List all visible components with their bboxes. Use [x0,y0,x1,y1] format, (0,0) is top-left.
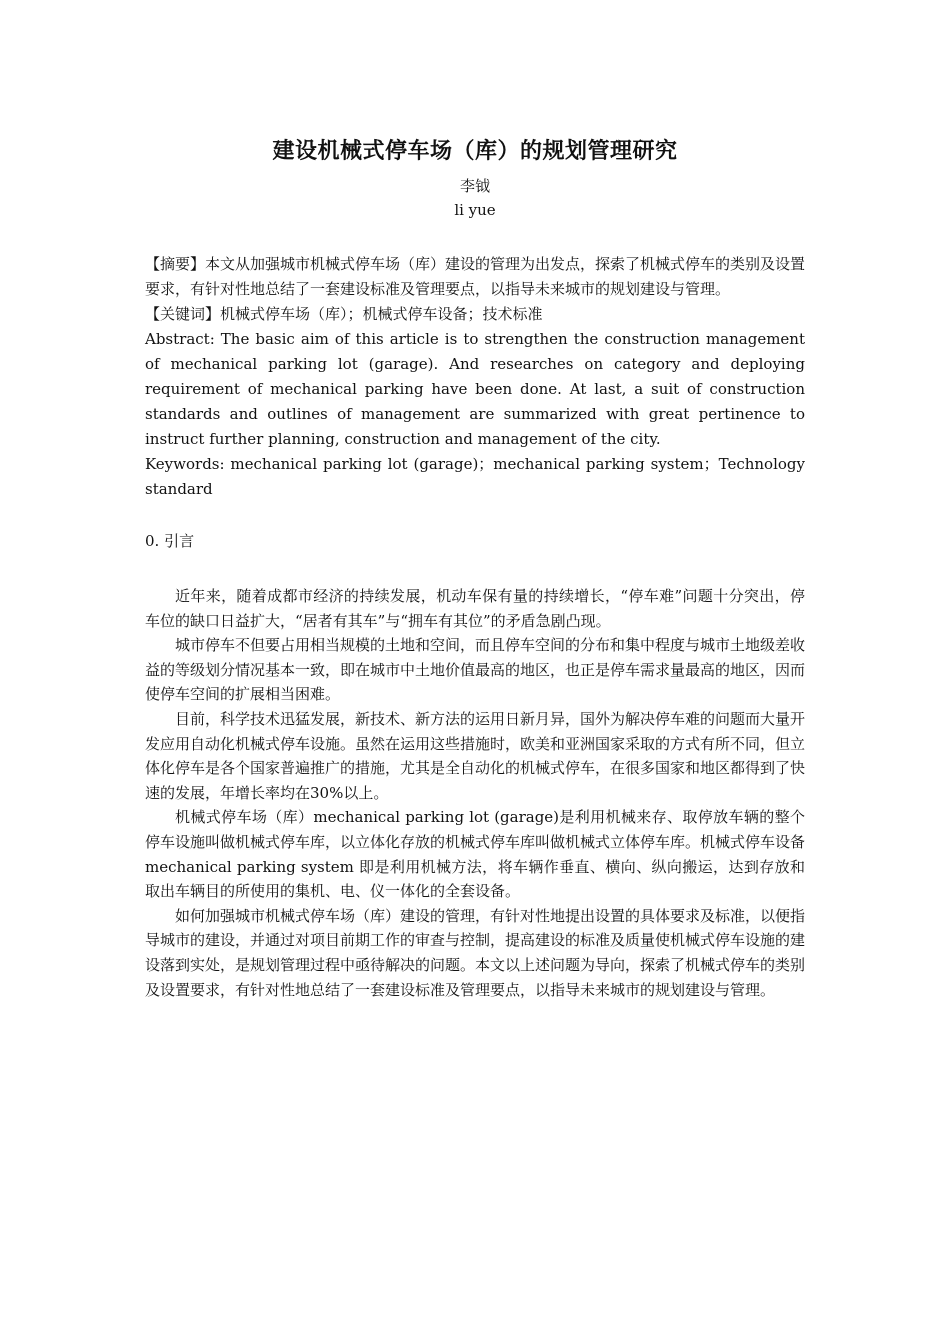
abstract-cn: 【摘要】本文从加强城市机械式停车场（库）建设的管理为出发点，探索了机械式停车的类别及设置要求，有针对性地总结了一套建设标准及管理要点，以指导未来城市的规划建设与管理。 [145,255,806,298]
abstract-block [145,252,805,502]
section-heading-introduction: 0. 引言 [145,532,195,550]
introduction-body [145,584,805,1002]
body-paragraph: 如何加强城市机械式停车场（库）建设的管理，有针对性地提出设置的具体要求及标准，以便指导城市的建设，并通过对项目前期工作的审查与控制，提高建设的标准及质量使机械式停车设施的建设落到实处，是规划管理过程中亟待解决的问题。本文以上述问题为导向，探索了机械式停车的类别及设置要求，有针对性地总结了一套建设标准及管理要点，以指导未来城市的规划建设与管理。 [145,906,806,999]
author-name-en: li yue [454,201,496,219]
author-name-cn: 李钺 [459,177,490,195]
keywords-en: Keywords: mechanical parking lot (garage)；mechanical parking system；Technology standard [145,455,805,498]
keywords-cn: 【关键词】机械式停车场（库）；机械式停车设备；技术标准 [145,305,543,323]
paper-content [145,136,805,1002]
body-paragraph: 目前，科学技术迅猛发展，新技术、新方法的运用日新月异，国外为解决停车难的问题而大量开发应用自动化机械式停车设施。虽然在运用这些措施时，欧美和亚洲国家采取的方式有所不同，但立体化停车是各个国家普遍推广的措施，尤其是全自动化的机械式停车，在很多国家和地区都得到了快速的发展，年增长率均在30%以上。 [145,709,806,802]
paper-title: 建设机械式停车场（库）的规划管理研究 [272,139,678,164]
body-paragraph: 机械式停车场（库）mechanical parking lot (garage)是利用机械来存、取停放车辆的整个停车设施叫做机械式停车库，以立体化存放的机械式停车库叫做机械式立体停车库。机械式停车设备 mechanical parking system 即是利用机械方法，将车辆作垂直、横向、纵向搬运，达到存放和取出车辆目的所使用的集机、电、仪一体化的全套设备。 [145,808,806,901]
abstract-en: Abstract: The basic aim of this article is to strengthen the construction management of mechanical parking lot (garage). And researches on category and deploying requirement of mechanical parking have been done. At last, a suit of construction standards and outlines of management are summarized with great pertinence to instruct further planning, construction and management of the city. [145,330,805,448]
body-paragraph: 城市停车不但要占用相当规模的土地和空间，而且停车空间的分布和集中程度与城市土地级差收益的等级划分情况基本一致，即在城市中土地价值最高的地区，也正是停车需求量最高的地区，因而使停车空间的扩展相当困难。 [145,636,806,704]
body-paragraph: 近年来，随着成都市经济的持续发展，机动车保有量的持续增长，“停车难”问题十分突出，停车位的缺口日益扩大，“居者有其车”与“拥车有其位”的矛盾急剧凸现。 [145,587,805,630]
